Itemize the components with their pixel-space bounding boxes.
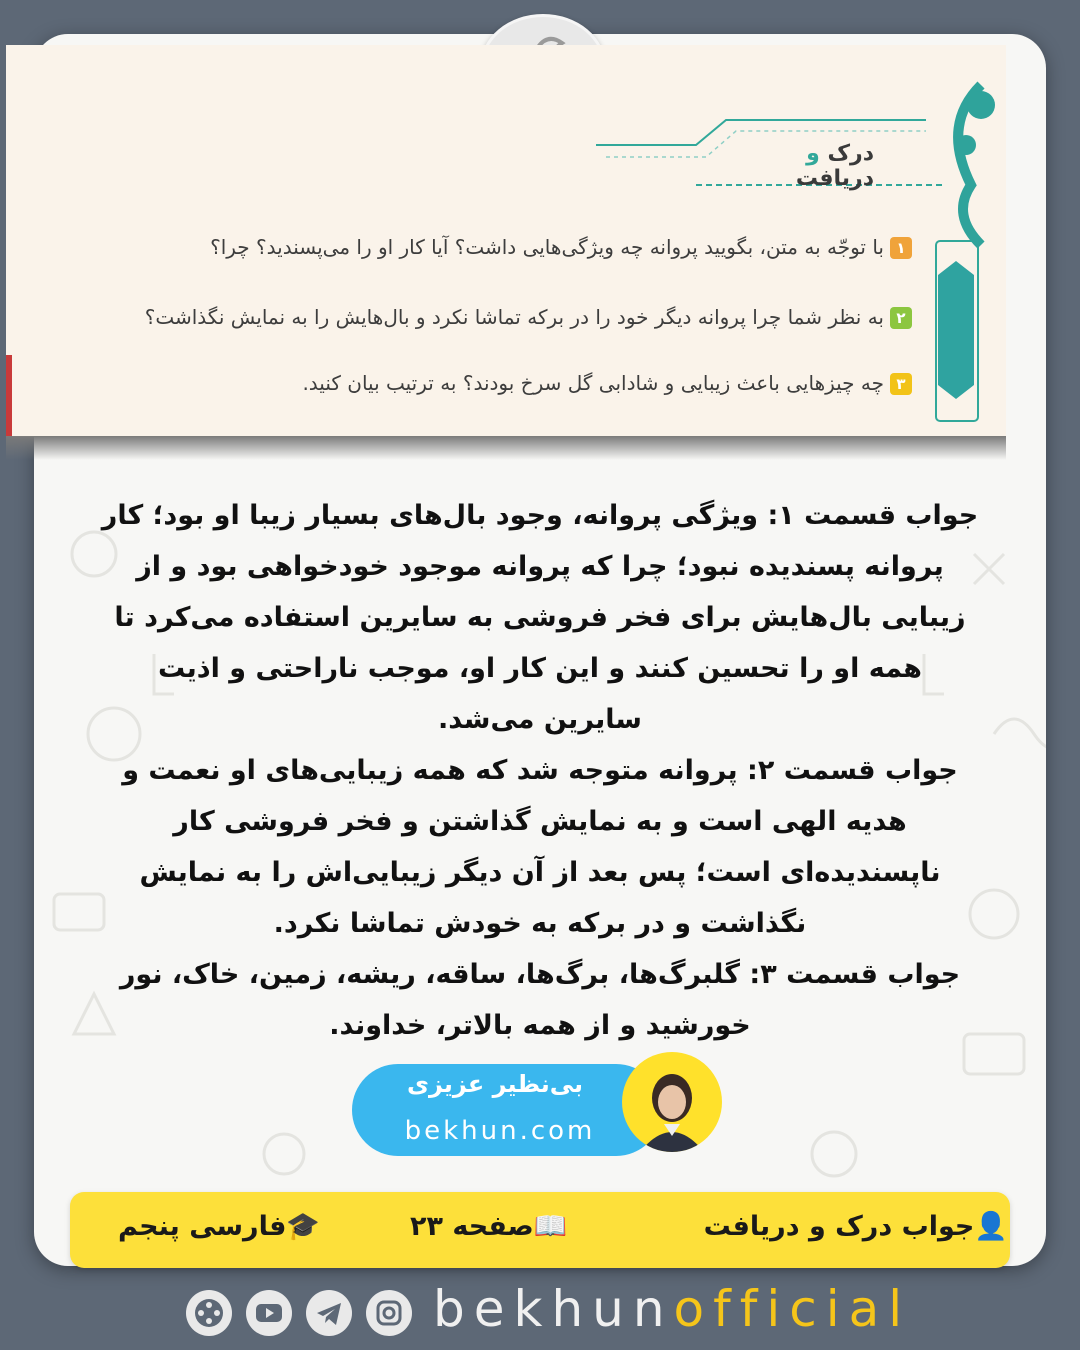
answer-line: پروانه پسندیده نبود؛ چرا که پروانه موجود خودخواهی بود و از — [136, 551, 944, 582]
textbook-excerpt — [6, 45, 1006, 437]
answer-line: نگذاشت و در برکه به خودش تماشا نکرد. — [273, 908, 807, 939]
answer-line: سایرین می‌شد. — [438, 704, 642, 735]
section-title-part: دریافت — [795, 166, 874, 191]
graduation-cap-icon: 🎓 — [286, 1211, 321, 1242]
section-title-connector: و — [806, 141, 820, 166]
answer-text — [60, 490, 1020, 1051]
question-number-1: ۱ — [890, 237, 912, 259]
question-2: به نظر شما چرا پروانه دیگر خود را در برکه تماشا نکرد و بال‌هایش را به نمایش نگذاشت؟ — [144, 305, 884, 329]
teacher-icon: 👤 — [974, 1211, 1008, 1242]
brand-handle[interactable] — [433, 1280, 911, 1338]
youtube-icon[interactable] — [246, 1290, 292, 1336]
answer-line: جواب قسمت ۱: ویژگی پروانه، وجود بال‌های بسیار زیبا او بود؛ کار — [101, 500, 979, 531]
section-title — [744, 141, 874, 191]
answer-line: خورشید و از همه بالاتر، خداوند. — [329, 1010, 751, 1041]
answer-line: همه او را تحسین کنند و این کار او، موجب ناراحتی و اذیت — [158, 653, 922, 684]
answer-line: جواب قسمت ۲: پروانه متوجه شد که همه زیبایی‌های او نعمت و — [122, 755, 958, 786]
question-1: با توجّه به متن، بگویید پروانه چه ویژگی‌هایی داشت؟ آیا کار او را می‌پسندید؟ چرا؟ — [210, 235, 884, 259]
brand-part-2: official — [673, 1280, 912, 1338]
answer-line: زیبایی بال‌هایش برای فخر فروشی به سایرین استفاده می‌کرد تا — [114, 602, 966, 633]
subject-label-text: فارسی پنجم — [118, 1211, 287, 1242]
answer-line: ناپسندیده‌ای است؛ پس بعد از آن دیگر زیبایی‌اش را به نمایش — [139, 857, 941, 888]
author-avatar — [622, 1052, 722, 1152]
question-number-2: ۲ — [890, 307, 912, 329]
answer-label-text: جواب درک و دریافت — [703, 1211, 975, 1242]
answer-line: هدیه الهی است و به نمایش گذاشتن و فخر فروشی کار — [173, 806, 907, 837]
answer-line: جواب قسمت ۳: گلبرگ‌ها، برگ‌ها، ساقه، ریشه، زمین، خاک، نور — [119, 959, 961, 990]
author-name: بی‌نظیر عزیزی — [406, 1070, 584, 1098]
telegram-icon[interactable] — [306, 1290, 352, 1336]
footer-answer-label — [704, 1210, 1008, 1242]
excerpt-shadow — [6, 436, 1006, 460]
footer-subject-label — [118, 1210, 320, 1242]
avatar-icon — [622, 1052, 722, 1152]
aparat-icon[interactable] — [186, 1290, 232, 1336]
question-number-3: ۳ — [890, 373, 912, 395]
instagram-icon[interactable] — [366, 1290, 412, 1336]
author-site[interactable]: bekhun.com — [404, 1116, 596, 1146]
page-label-text: صفحه ۲۳ — [410, 1211, 534, 1242]
footer-page-label — [410, 1210, 567, 1242]
section-title-part: درک — [819, 141, 874, 166]
question-3: چه چیزهایی باعث زیبایی و شادابی گل سرخ بودند؟ به ترتیب بیان کنید. — [302, 371, 884, 395]
book-icon: 📖 — [533, 1211, 568, 1242]
brand-part-1: bekhun — [433, 1280, 674, 1338]
